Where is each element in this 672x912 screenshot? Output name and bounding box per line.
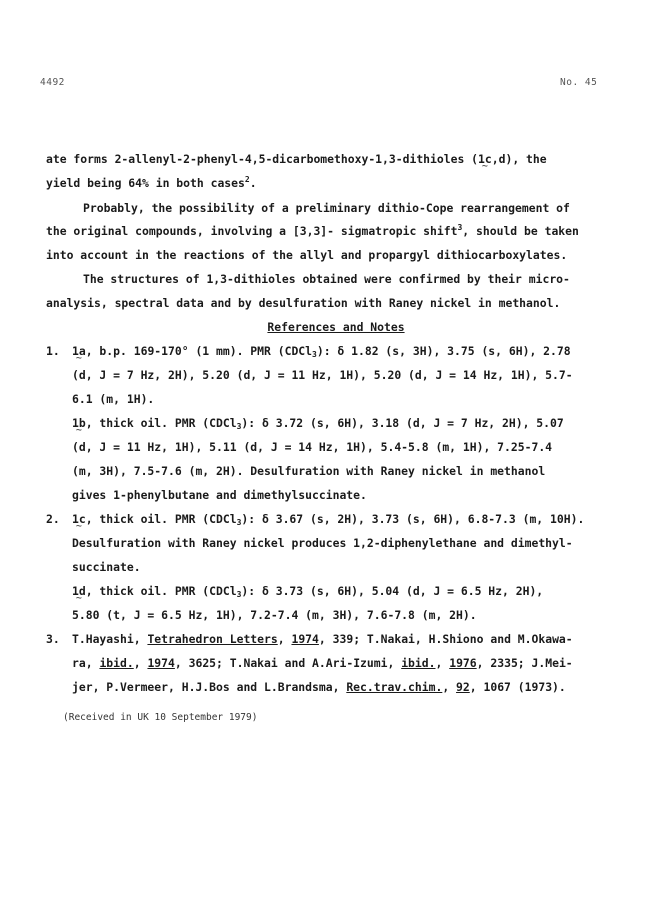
text: into account in the reactions of the allyl and propargyl dithiocarboxylates. <box>46 248 568 262</box>
text: , thick oil. PMR (CDCl <box>85 512 237 526</box>
text: 5.80 (t, J = 6.5 Hz, 1H), 7.2-7.4 (m, 3H), 7.6-7.8 (m, 2H). <box>72 608 477 622</box>
text: , 2335; J.Mei- <box>476 656 573 670</box>
heading-text: References and Notes <box>267 320 405 334</box>
text: analysis, spectral data and by desulfuration with Raney nickel in methanol. <box>46 296 561 310</box>
ref-number: 2. <box>46 512 60 526</box>
year: 1974 <box>291 632 319 646</box>
journal-title: Tetrahedron Letters <box>147 632 278 646</box>
text: succinate. <box>72 560 141 574</box>
text: , 339; T.Nakai, H.Shiono and M.Okawa- <box>318 632 573 646</box>
text: The structures of 1,3-dithioles obtained were confirmed by their micro- <box>83 272 570 286</box>
compound-ref: 1d ~ <box>72 584 86 598</box>
text: ): δ 1.82 (s, 3H), 3.75 (s, 6H), 2.78 <box>316 344 571 358</box>
text: yield being 64% in both cases <box>46 176 245 190</box>
subscript: 3 <box>236 590 242 599</box>
text: , 3625; T.Nakai and A.Ari-Izumi, <box>174 656 402 670</box>
footnote-mark: 3 <box>457 223 463 232</box>
text: the original compounds, involving a [3,3]- sigmatropic shift <box>46 224 458 238</box>
text: ra, <box>72 656 100 670</box>
text: . <box>249 176 257 190</box>
page-number: 4492 <box>40 77 65 88</box>
text: , 1067 (1973). <box>469 680 566 694</box>
text: jer, P.Vermeer, H.J.Bos and L.Brandsma, <box>72 680 347 694</box>
compound-ref: 1a ~ <box>72 344 86 358</box>
compound-ref: 1b ~ <box>72 416 86 430</box>
text: , <box>442 680 457 694</box>
text: ate forms 2-allenyl-2-phenyl-4,5-dicarbomethoxy-1,3-dithioles ( <box>46 152 479 166</box>
text: (m, 3H), 7.5-7.6 (m, 2H). Desulfuration with Raney nickel in methanol <box>72 464 546 478</box>
received-date: (Received in UK 10 September 1979) <box>63 712 258 723</box>
year: 1974 <box>147 656 175 670</box>
text: , <box>435 656 450 670</box>
text: gives 1-phenylbutane and dimethylsuccinate. <box>72 488 367 502</box>
volume: 92 <box>456 680 470 694</box>
subscript: 3 <box>236 518 242 527</box>
text: ): δ 3.72 (s, 6H), 3.18 (d, J = 7 Hz, 2H), 5.07 <box>241 416 564 430</box>
footnote-mark: 2 <box>244 175 250 184</box>
text: (d, J = 7 Hz, 2H), 5.20 (d, J = 11 Hz, 1H), 5.20 (d, J = 14 Hz, 1H), 5.7- <box>72 368 573 382</box>
issue-number: No. 45 <box>560 77 598 88</box>
text: 6.1 (m, 1H). <box>72 392 155 406</box>
text: , <box>133 656 148 670</box>
text: ): δ 3.67 (s, 2H), 3.73 (s, 6H), 6.8-7.3 (m, 10H). <box>241 512 585 526</box>
year: 1976 <box>449 656 477 670</box>
ref-number: 3. <box>46 632 60 646</box>
text: (d, J = 11 Hz, 1H), 5.11 (d, J = 14 Hz, 1H), 5.4-5.8 (m, 1H), 7.25-7.4 <box>72 440 553 454</box>
ibid: ibid. <box>401 656 436 670</box>
references-heading <box>0 320 672 334</box>
text: , thick oil. PMR (CDCl <box>85 416 237 430</box>
compound-ref: 1c ~ <box>478 152 492 166</box>
text: , thick oil. PMR (CDCl <box>85 584 237 598</box>
journal-title: Rec.trav.chim. <box>346 680 443 694</box>
compound-ref: 1c ~ <box>72 512 86 526</box>
text: , <box>277 632 292 646</box>
text: T.Hayashi, <box>72 632 148 646</box>
text: Desulfuration with Raney nickel produces 1,2-diphenylethane and dimethyl- <box>72 536 573 550</box>
subscript: 3 <box>236 422 242 431</box>
text: Probably, the possibility of a preliminary dithio-Cope rearrangement of <box>83 201 570 215</box>
ref-number: 1. <box>46 344 60 358</box>
text: , should be taken <box>462 224 579 238</box>
text: , b.p. 169-170° (1 mm). PMR (CDCl <box>85 344 313 358</box>
text: ,d), the <box>491 152 547 166</box>
ibid: ibid. <box>99 656 134 670</box>
subscript: 3 <box>312 350 317 359</box>
text: ): δ 3.73 (s, 6H), 5.04 (d, J = 6.5 Hz, 2H), <box>241 584 544 598</box>
